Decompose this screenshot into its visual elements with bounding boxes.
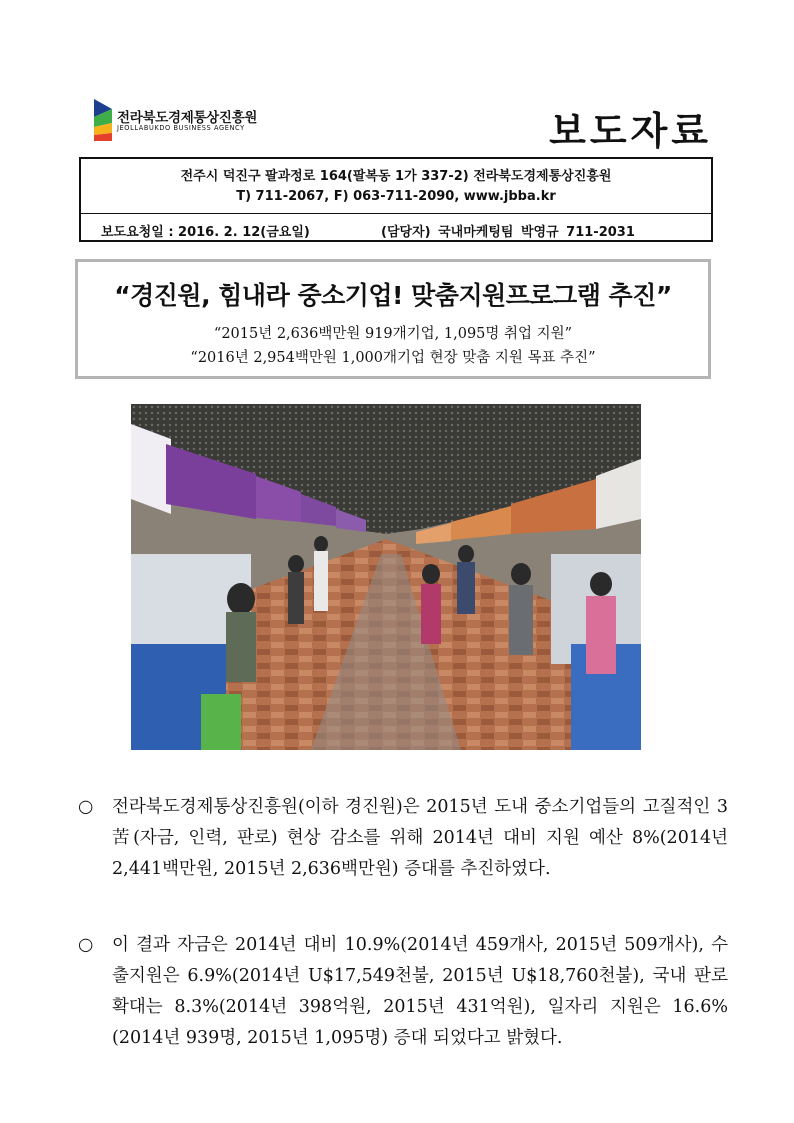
agency-name: 전라북도경제통상진흥원 xyxy=(117,110,258,126)
headline-box xyxy=(75,259,711,379)
agency-logo xyxy=(92,97,302,145)
headline-subtitle-2: “2016년 2,954백만원 1,000개기업 현장 맞춤 지원 목표 추진” xyxy=(190,350,596,366)
agency-logo-icon xyxy=(92,97,116,143)
agency-address: 전주시 덕진구 팔과정로 164(팔복동 1가 337-2) 전라북도경제통상진흥원 xyxy=(180,169,612,184)
body-paragraph-1 xyxy=(78,792,728,885)
release-request-date: 보도요청일 : 2016. 2. 12(금요일) xyxy=(101,225,310,240)
paragraph-1-text: 전라북도경제통상진흥원(이하 경진원)은 2015년 도내 중소기업들의 고질적인 3苦(자금, 인력, 판로) 현상 감소를 위해 2014년 대비 지원 예산 8%(2014년 2,441백만원, 2015년 2,636백만원) 증대를 추진하였다. xyxy=(112,797,728,879)
body-paragraph-2 xyxy=(78,930,728,1054)
headline-subtitle-1: “2015년 2,636백만원 919개기업, 1,095명 취업 지원” xyxy=(213,326,573,342)
document-type-title: 보도자료 xyxy=(549,109,712,153)
market-photo xyxy=(131,404,641,750)
agency-name-en: JEOLLABUKDO BUSINESS AGENCY xyxy=(117,124,245,132)
headline-title: “경진원, 힘내라 중소기업! 맞춤지원프로그램 추진” xyxy=(114,281,672,310)
info-divider xyxy=(81,213,711,214)
bullet-circle-icon: ○ xyxy=(78,935,94,955)
paragraph-2-text: 이 결과 자금은 2014년 대비 10.9%(2014년 459개사, 2015년 509개사), 수출지원은 6.9%(2014년 U$17,549천불, 2015년 U$18,760천불), 국내 판로 확대는 8.3%(2014년 398억원, 2015년 431억원), 일자리 지원은 16.6%(2014년 939명, 2015년 1,095명) 증대 되었다고 밝혔다. xyxy=(112,935,728,1048)
agency-contact-line: T) 711-2067, F) 063-711-2090, www.jbba.kr xyxy=(236,189,556,204)
contact-person: (담당자) 국내마케팅팀 박영규 711-2031 xyxy=(381,225,635,240)
press-info-box xyxy=(79,157,713,242)
market-photo-image xyxy=(131,404,641,750)
bullet-circle-icon: ○ xyxy=(78,797,94,817)
